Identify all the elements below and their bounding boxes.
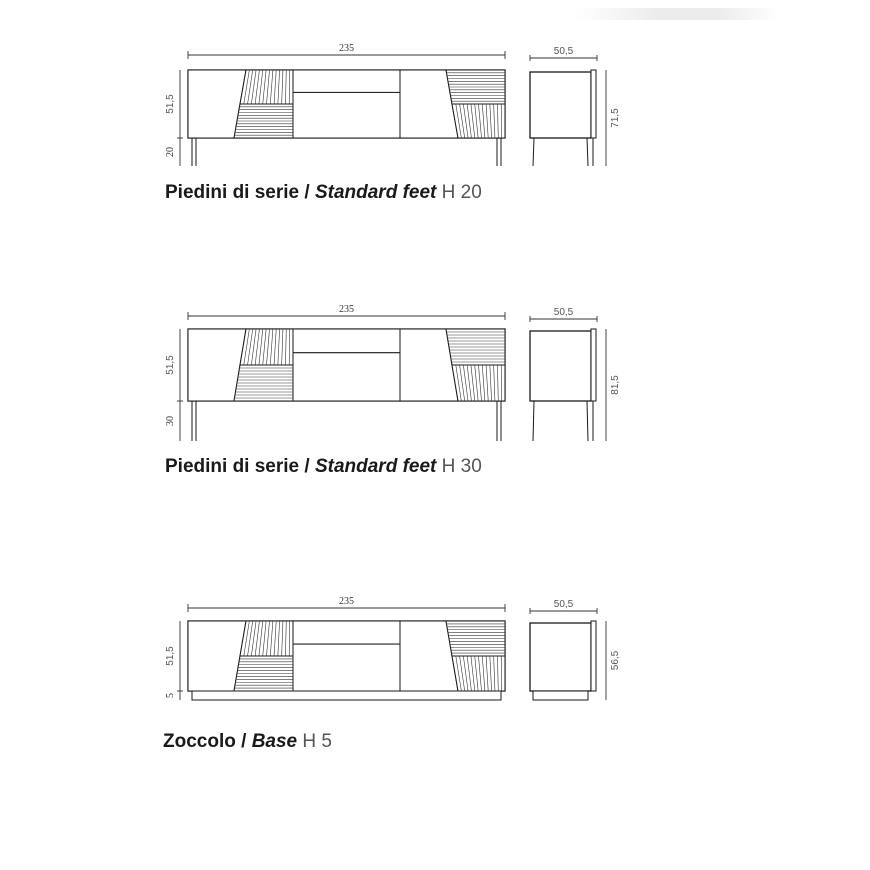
side-leg [587,401,588,441]
foot-height-label: 30 [165,416,176,426]
side-front-panel [591,70,596,138]
total-height-label: 56,5 [610,650,621,671]
width-label: 235 [339,304,354,315]
caption-base-5 [163,731,332,753]
caption-feet-30 [165,456,482,478]
center-top-drawer [293,70,400,92]
caption-it: Piedini di serie / [165,456,315,477]
side-body [530,331,591,401]
total-height-label: 71,5 [610,108,621,128]
caption-height: H 20 [436,182,482,203]
right-lower-panel [452,365,505,401]
caption-feet-20 [165,182,482,204]
caption-en: Standard feet [314,182,437,203]
caption-it: Zoccolo / [163,731,252,752]
elevation-feet-20 [165,43,621,166]
right-lower-panel [452,104,505,138]
center-bottom-drawer [293,92,400,138]
elevation-base-5 [165,596,621,700]
foot-height-label: 20 [165,147,176,157]
depth-label: 50,5 [553,307,574,318]
body-height-label: 51,5 [165,355,176,375]
center-bottom-drawer [293,353,400,401]
side-body [530,623,591,691]
elevation-feet-30 [165,304,621,441]
body-height-label: 51,5 [165,646,176,666]
foot-height-label: 5 [165,693,176,698]
depth-label: 50,5 [553,599,574,610]
body-height-label: 51,5 [165,94,176,114]
side-leg [587,138,588,166]
side-front-panel [591,621,596,691]
caption-height: H 5 [297,731,332,752]
side-leg [533,401,534,441]
side-body [530,72,591,138]
width-label: 235 [339,43,354,54]
center-bottom-drawer [293,644,400,691]
caption-en: Base [251,731,298,752]
caption-it: Piedini di serie / [165,182,315,203]
side-plinth [533,691,588,700]
side-leg [533,138,534,166]
plinth-base [192,691,501,700]
side-front-panel [591,329,596,401]
total-height-label: 81,5 [610,375,621,395]
left-upper-panel [240,621,293,656]
caption-height: H 30 [436,456,482,477]
center-top-drawer [293,329,400,353]
width-label: 235 [339,596,354,607]
left-upper-panel [240,329,293,365]
caption-en: Standard feet [314,456,437,477]
left-upper-panel [240,70,293,104]
center-top-drawer [293,621,400,644]
depth-label: 50,5 [553,46,574,57]
right-lower-panel [452,656,505,691]
